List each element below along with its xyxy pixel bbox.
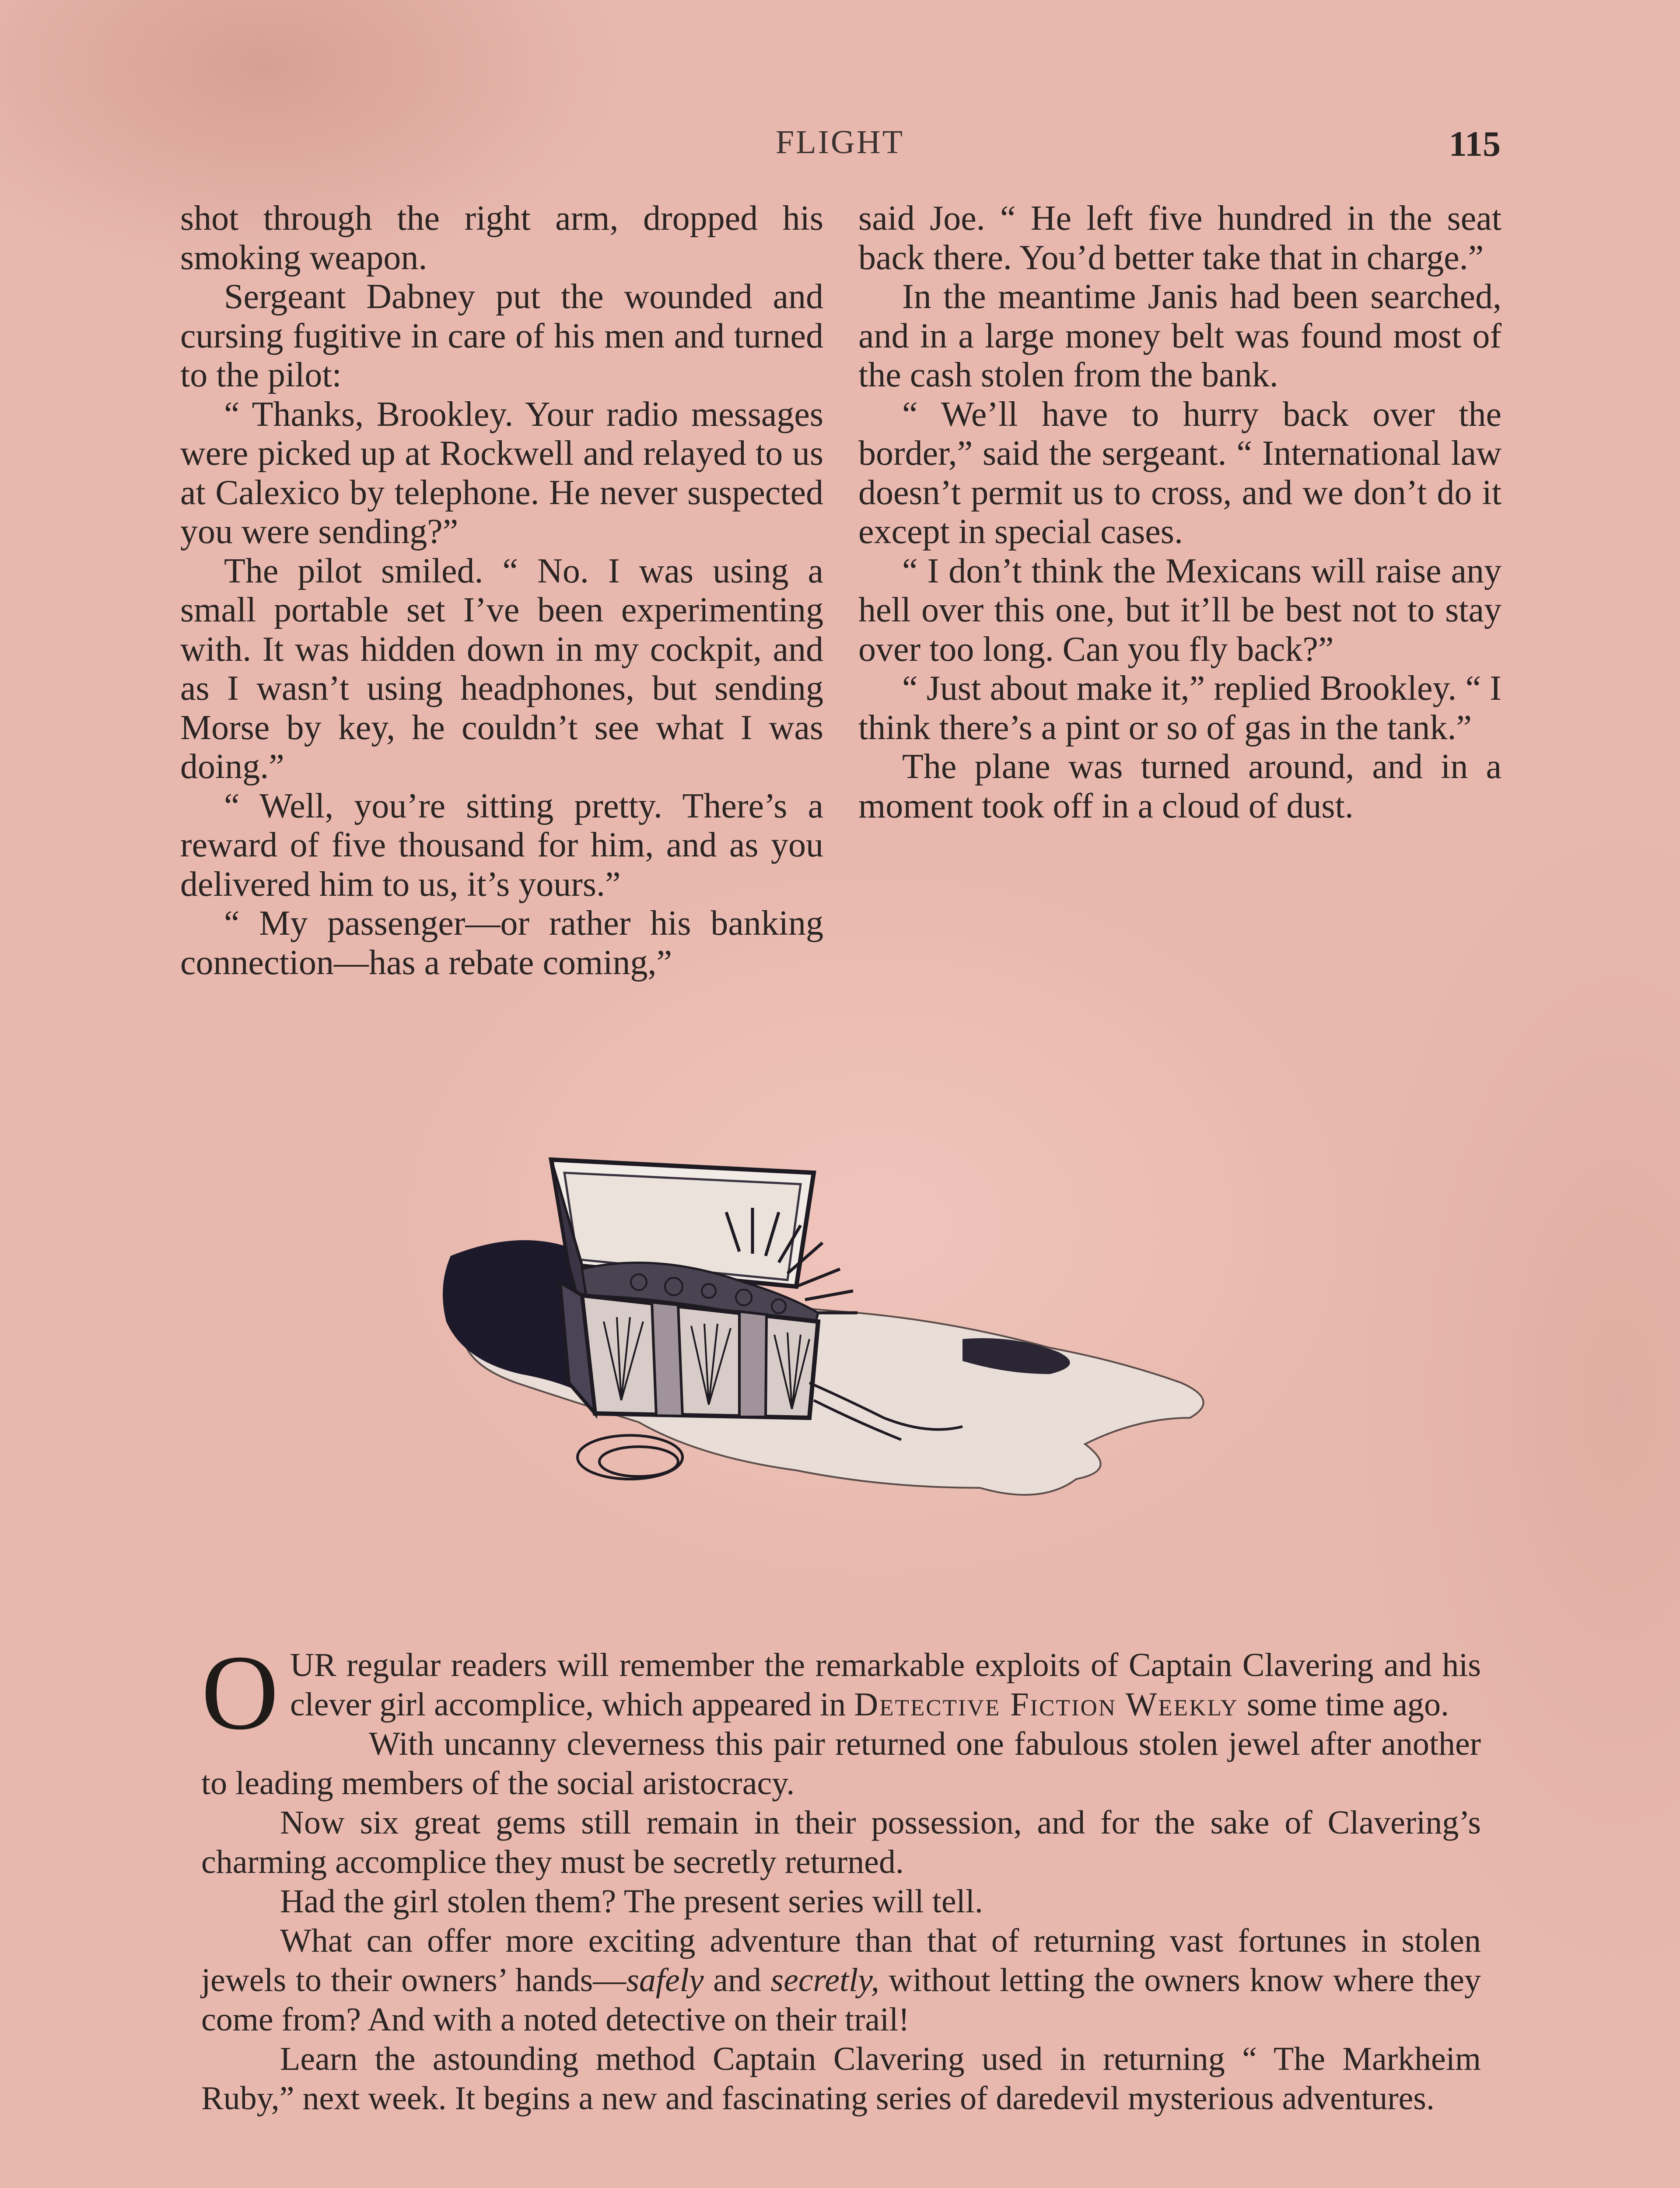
paragraph: “ Just about make it,” replied Brookley. “ I think there’s a pint or so of gas in the tank.” (858, 669, 1502, 747)
story-left-column (180, 199, 823, 982)
notice-paragraph (201, 1633, 1481, 1752)
notice-text: What can offer more exciting adventure than that of returning vast fortunes in stolen jewels to their owners’ hands— (201, 1922, 1481, 1999)
notice-text: UR regular readers will remember the remarkable exploits of Captain Clavering and his clever girl accomplice, which appeared in (290, 1647, 1481, 1723)
notice-paragraph: Now six great gems still remain in their possession, and for the sake of Clavering’s charming accomplice they must be secretly returned. (201, 1804, 1481, 1880)
paragraph: said Joe. “ He left five hundred in the seat back there. You’d better take that in charge.” (858, 199, 1502, 277)
magazine-title: Detective Fiction Weekly (854, 1686, 1239, 1723)
paragraph: “ Well, you’re sitting pretty. There’s a reward of five thousand for him, and as you delivered him to us, it’s yours.” (180, 786, 823, 904)
treasure-chest-icon (438, 1155, 1212, 1523)
notice-paragraph: Had the girl stolen them? The present series will tell. (280, 1883, 983, 1920)
paragraph: shot through the right arm, dropped his smoking weapon. (180, 199, 823, 277)
notice-paragraph: Learn the astounding method Captain Clavering used in returning “ The Markheim Ruby,” next week. It begins a new and fascinating series of daredevil mysterious adventures. (201, 2041, 1481, 2117)
paragraph: “ My passenger—or rather his banking connection—has a rebate coming,” (180, 904, 823, 982)
paragraph: Sergeant Dabney put the wounded and cursing fugitive in care of his men and turned to the pilot: (180, 277, 823, 394)
paragraph: The plane was turned around, and in a moment took off in a cloud of dust. (858, 747, 1502, 825)
story-right-column (858, 199, 1502, 826)
notice-text: some time ago. (1238, 1686, 1449, 1723)
paragraph: “ We’ll have to hurry back over the border,” said the sergeant. “ International law doesn’t permit us to cross, and we don’t do it except in special cases. (858, 395, 1502, 551)
paragraph: “ I don’t think the Mexicans will raise any hell over this one, but it’ll be best not to stay over too long. Can you fly back?” (858, 551, 1502, 669)
notice-paragraph: With uncanny cleverness this pair returned one fabulous stolen jewel after another to leading members of the social aristocracy. (201, 1725, 1481, 1802)
emphasis-secretly: secretly, (770, 1962, 879, 1999)
drop-cap: O (201, 1633, 279, 1752)
notice-paragraph (201, 1921, 1481, 2039)
notice-text: and (704, 1962, 771, 1999)
paragraph: In the meantime Janis had been searched, and in a large money belt was found most of the cash stolen from the bank. (858, 277, 1502, 394)
notice-text: without letting the owners know where they come from? And with a noted detective on their trail! (201, 1962, 1481, 2038)
paragraph: “ Thanks, Brookley. Your radio messages were picked up at Rockwell and relayed to us at Calexico by telephone. He never suspected you were sending?” (180, 395, 823, 551)
paragraph: The pilot smiled. “ No. I was using a small portable set I’ve been experimenting with. It was hidden down in my cockpit, and as I wasn’t using headphones, but sending Morse by key, he couldn’t see what I was doing.” (180, 551, 823, 786)
emphasis-safely: safely (626, 1962, 704, 1999)
page-number: 115 (1449, 124, 1501, 164)
running-title: FLIGHT (775, 124, 905, 161)
series-notice (201, 1633, 1481, 2118)
